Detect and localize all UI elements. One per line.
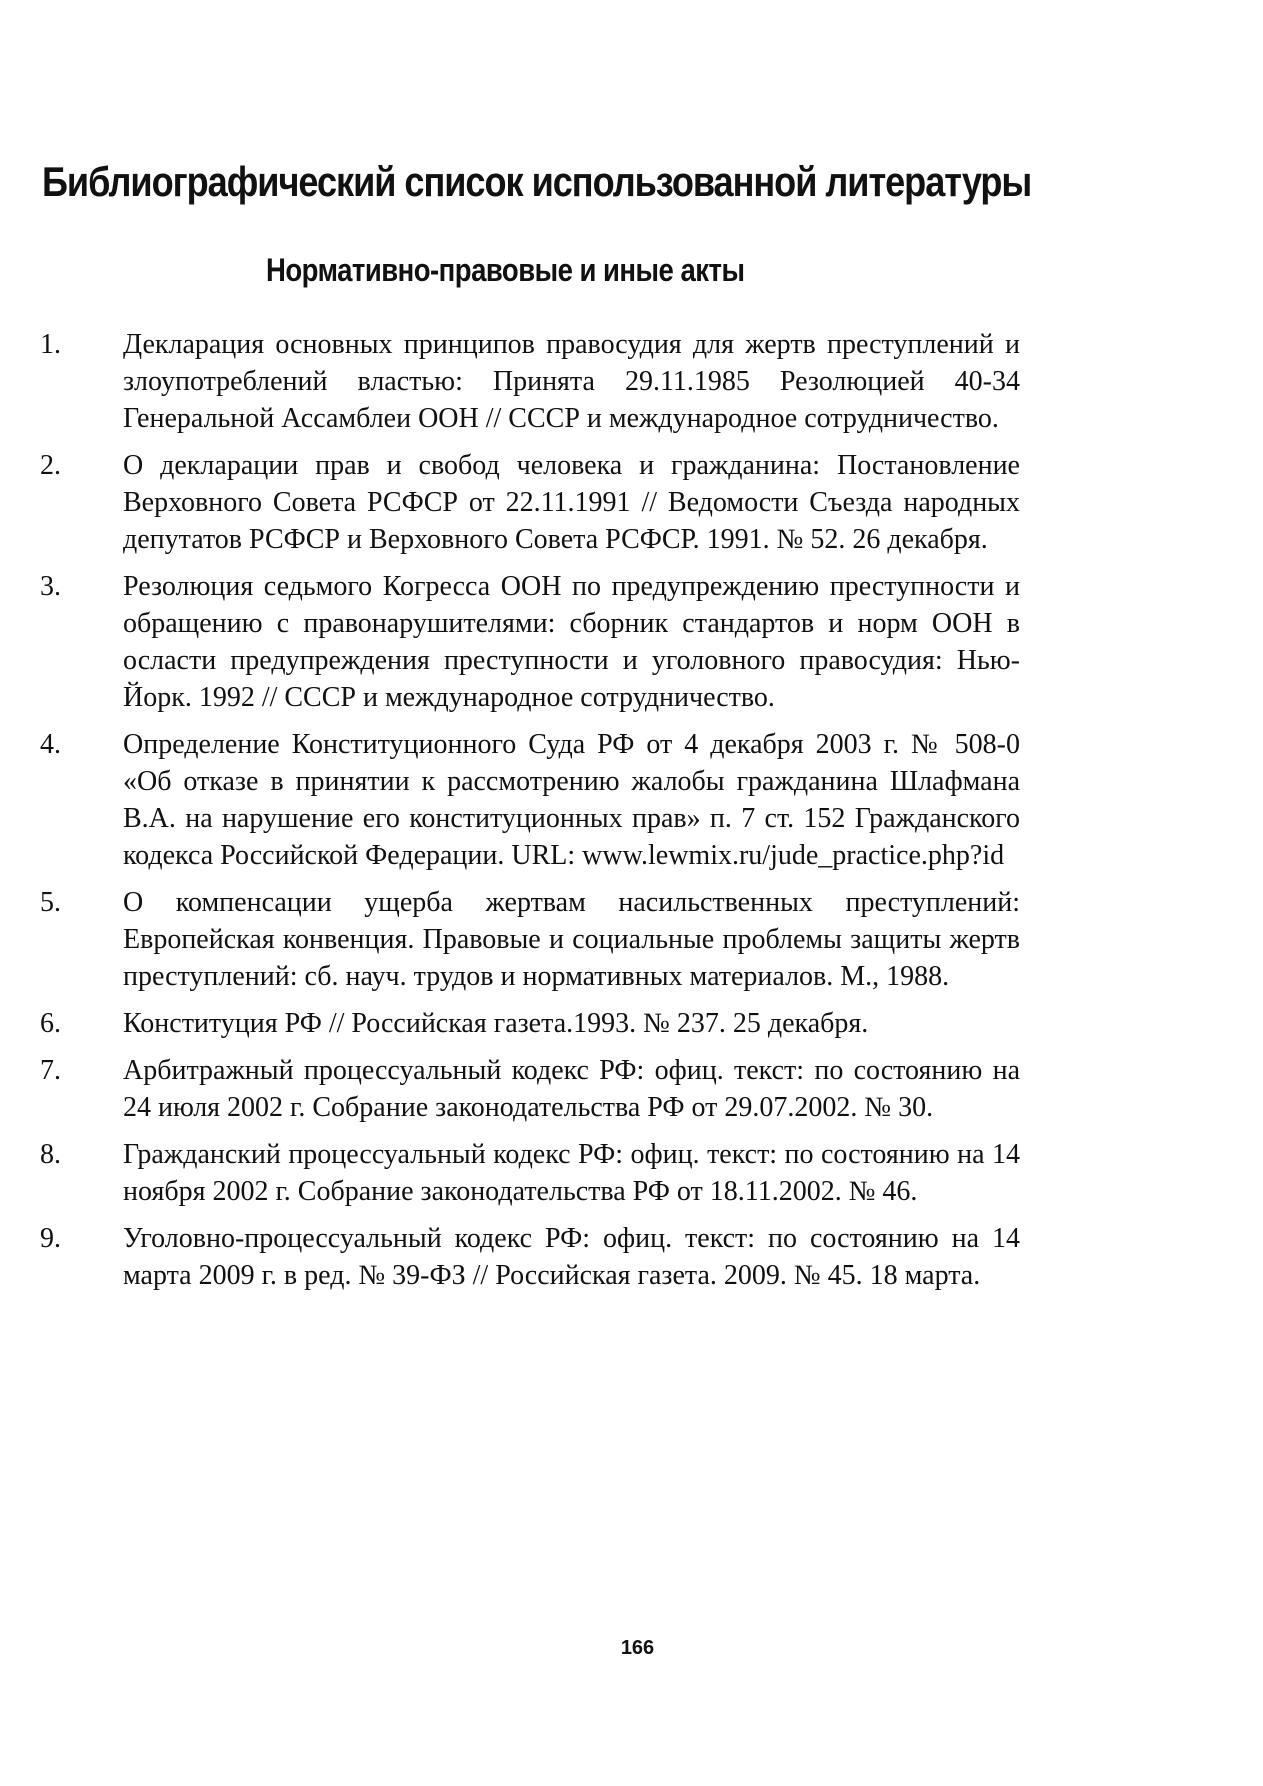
reference-text: Конституция РФ // Российская газета.1993. № 237. 25 декабря. [123, 1008, 869, 1039]
reference-text: Арбитражный процессуальный кодекс РФ: офиц. текст: по состоянию на 24 июля 2002 г. Собрание законодательства РФ от 29.07.2002. № 30. [123, 1055, 1020, 1123]
reference-entry [40, 1052, 1020, 1126]
reference-number: 2. [40, 450, 61, 481]
reference-text: Гражданский процессуальный кодекс РФ: офиц. текст: по состоянию на 14 ноября 2002 г. Собрание законодательства РФ от 18.11.2002. № 46. [123, 1139, 1020, 1207]
reference-number: 5. [40, 887, 61, 918]
reference-entry [40, 726, 1020, 874]
reference-text: О декларации прав и свобод человека и гражданина: Постановление Верховного Совета РСФСР от 22.11.1991 // Ведомости Съезда народных депутатов РСФСР и Верховного Совета РСФСР. 1991. № 52. 26 декабря. [123, 450, 1020, 555]
reference-text: Определение Конституционного Суда РФ от 4 декабря 2003 г. № 508-0 «Об отказе в принятии к рассмотрению жалобы гражданина Шлафмана В.А. на нарушение его конституционных прав» п. 7 ст. 152 Гражданского кодекса Российской Федерации. URL: www.lewmix.ru/jude_practice.php?id [123, 729, 1020, 871]
reference-entry [40, 326, 1020, 437]
section-heading: Нормативно-правовые и иные акты [266, 252, 745, 288]
reference-entry [40, 1136, 1020, 1210]
reference-number: 3. [40, 571, 61, 602]
page-number: 166 [620, 1637, 655, 1659]
reference-number: 6. [40, 1008, 61, 1039]
reference-entry [40, 1220, 1020, 1294]
reference-entry [40, 884, 1020, 995]
reference-number: 9. [40, 1223, 61, 1254]
reference-number: 8. [40, 1139, 61, 1170]
reference-text: Уголовно-процессуальный кодекс РФ: офиц. текст: по состоянию на 14 марта 2009 г. в ред. № 39-ФЗ // Российская газета. 2009. № 45. 18 марта. [123, 1223, 1020, 1291]
reference-entry [40, 568, 1020, 716]
reference-text: Резолюция седьмого Когресса ООН по предупреждению преступности и обращению с правонарушителями: сборник стандартов и норм ООН в осласти предупреждения преступности и уголовного правосудия: Нью-Йорк. 1992 // СССР и международное сотрудничество. [123, 571, 1020, 713]
reference-text: Декларация основных принципов правосудия для жертв преступлений и злоупотреблений властью: Принята 29.11.1985 Резолюцией 40-34 Генеральной Ассамблеи ООН // СССР и международное сотрудничество. [123, 329, 1020, 434]
reference-text: О компенсации ущерба жертвам насильственных преступлений: Европейская конвенция. Правовые и социальные проблемы защиты жертв преступлений: сб. науч. трудов и нормативных материалов. М., 1988. [123, 887, 1020, 992]
reference-entry [40, 447, 1020, 558]
reference-entry [40, 1005, 1020, 1042]
reference-number: 7. [40, 1055, 61, 1086]
reference-list [40, 326, 1020, 1304]
page-title: Библиографический список использованной литературы [42, 158, 1032, 205]
reference-number: 1. [40, 329, 61, 360]
reference-number: 4. [40, 729, 61, 760]
